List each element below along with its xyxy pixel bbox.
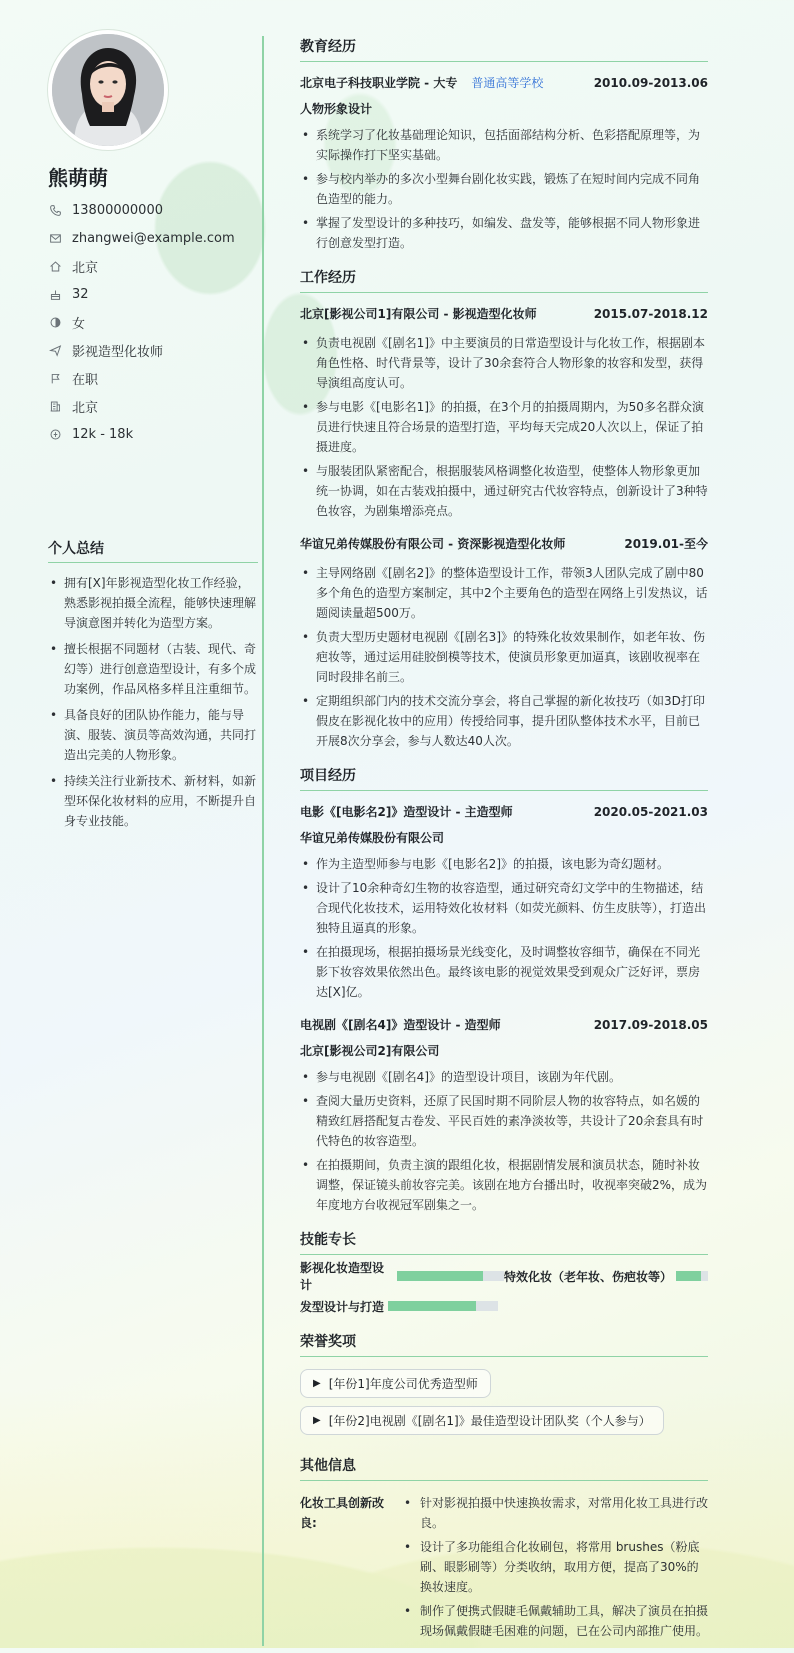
summary-item: • 持续关注行业新技术、新材料，如新型环保化妆材料的应用，不断提升自身专业技能。	[48, 771, 258, 831]
work-title: 工作经历	[300, 267, 708, 293]
work-section	[300, 267, 708, 751]
skill-item	[504, 1267, 708, 1285]
flag-icon	[48, 371, 62, 385]
work-date: 2019.01-至今	[624, 537, 708, 551]
school-tag: 普通高等学校	[471, 76, 544, 90]
project-item: • 查阅大量历史资料，还原了民国时期不同阶层人物的妆容特点，如名媛的精致红唇搭配复古卷发、平民百姓的素净淡妆等，共设计了20余套具有时代特色的妆容造型。	[300, 1091, 708, 1151]
salary-text: 12k - 18k	[72, 426, 134, 442]
work-company: 华谊兄弟传媒股份有限公司 - 资深影视造型化妆师	[300, 537, 566, 551]
other-label: 化妆工具创新改良:	[300, 1496, 385, 1530]
coin-icon	[48, 427, 62, 441]
other-item: • 针对影视拍摄中快速换妆需求，对常用化妆工具进行改良。	[400, 1493, 708, 1533]
other-section	[300, 1455, 708, 1645]
skill-bar	[397, 1271, 504, 1281]
candidate-name: 熊萌萌	[48, 166, 108, 190]
contact-info	[48, 196, 258, 448]
award-label: [年份2]电视剧《[剧名1]》最佳造型设计团队奖（个人参与）	[328, 1414, 651, 1428]
skills-title: 技能专长	[300, 1229, 708, 1255]
work-entry	[300, 305, 708, 521]
project-item: • 在拍摄现场，根据拍摄场景光线变化，及时调整妆容细节，确保在不同光影下妆容效果依然出色。最终该电影的视觉效果受到观众广泛好评，票房达[X]亿。	[300, 942, 708, 1002]
phone-number: 13800000000	[72, 202, 163, 218]
other-title: 其他信息	[300, 1455, 708, 1481]
work-entry	[300, 535, 708, 751]
project-name: 电影《[电影名2]》造型设计 - 主造型师	[300, 805, 513, 819]
skill-name: 影视化妆造型设计	[300, 1261, 385, 1292]
education-entry	[300, 74, 708, 253]
summary-title: 个人总结	[48, 538, 258, 563]
work-item: • 参与电影《[电影名1]》的拍摄，在3个月的拍摄周期内，为50多名群众演员进行快速且符合场景的造型打造，平均每天完成20人次以上，保证了拍摄进度。	[300, 397, 708, 457]
project-org: 北京[影视公司2]有限公司	[300, 1044, 440, 1058]
award-item[interactable]	[300, 1369, 491, 1398]
gender-text: 女	[72, 316, 86, 332]
projects-title: 项目经历	[300, 765, 708, 791]
project-date: 2020.05-2021.03	[593, 805, 708, 819]
work-item: • 负责大型历史题材电视剧《[剧名3]》的特殊化妆效果制作，如老年妆、伤疤妆等，通过运用硅胶倒模等技术，使演员形象更加逼真，该剧收视率在同时段排名前三。	[300, 627, 708, 687]
gender-row	[48, 308, 258, 336]
school-name: 北京电子科技职业学院 - 大专	[300, 76, 458, 90]
work-item: • 定期组织部门内的技术交流分享会，将自己掌握的新化妆技巧（如3D打印假皮在影视化妆中的应用）传授给同事，提升团队整体技术水平，目前已开展8次分享会，参与人数达40人次。	[300, 691, 708, 751]
project-entry	[300, 803, 708, 1002]
email-address: zhangwei@example.com	[72, 230, 235, 246]
project-item: • 作为主造型师参与电影《[电影名2]》的拍摄，该电影为奇幻题材。	[300, 854, 708, 874]
other-item: • 设计了多功能组合化妆刷包，将常用 brushes（粉底刷、眼影刷等）分类收纳，取用方便，提高了30%的换妆速度。	[400, 1537, 708, 1597]
award-label: [年份1]年度公司优秀造型师	[328, 1377, 478, 1391]
skill-name: 特效化妆（老年妆、伤疤妆等）	[504, 1269, 673, 1284]
email-row	[48, 224, 258, 252]
building-icon	[48, 399, 62, 413]
work-company: 北京[影视公司1]有限公司 - 影视造型化妆师	[300, 307, 537, 321]
education-date: 2010.09-2013.06	[593, 76, 708, 90]
projects-section	[300, 765, 708, 1215]
summary-item: • 擅长根据不同题材（古装、现代、奇幻等）进行创意造型设计，有多个成功案例，作品风格多样且注重细节。	[48, 639, 258, 699]
age-row	[48, 280, 258, 308]
play-icon: ▶	[313, 1415, 321, 1426]
education-item: • 掌握了发型设计的多种技巧，如编发、盘发等，能够根据不同人物形象进行创意发型打造。	[300, 213, 708, 253]
awards-title: 荣誉奖项	[300, 1331, 708, 1357]
education-title: 教育经历	[300, 36, 708, 62]
summary-item: • 拥有[X]年影视造型化妆工作经验，熟悉影视拍摄全流程，能够快速理解导演意图并转化为造型方案。	[48, 573, 258, 633]
project-date: 2017.09-2018.05	[593, 1018, 708, 1032]
skill-bar-fill	[388, 1301, 476, 1311]
other-item: • 制作了便携式假睫毛佩戴辅助工具，解决了演员在拍摄现场佩戴假睫毛困难的问题，已在公司内部推广使用。	[400, 1601, 708, 1641]
home-icon	[48, 259, 62, 273]
phone-icon	[48, 203, 62, 217]
position-row	[48, 336, 258, 364]
skill-name: 发型设计与打造	[300, 1299, 385, 1314]
skill-item	[300, 1261, 504, 1292]
skill-item	[300, 1297, 504, 1315]
project-item: • 在拍摄期间，负责主演的跟组化妆，根据剧情发展和演员状态，随时补妆调整，保证镜头前妆容完美。该剧在地方台播出时，收视率突破2%，成为年度地方台收视冠军剧集之一。	[300, 1155, 708, 1215]
location-text: 北京	[72, 260, 99, 276]
city-row	[48, 392, 258, 420]
skills-section	[300, 1229, 708, 1315]
skill-bar-fill	[676, 1271, 701, 1281]
work-item: • 主导网络剧《[剧名2]》的整体造型设计工作，带领3人团队完成了剧中80多个角色的造型方案制定，其中2个主要角色的造型在网络上引发热议，话题阅读量超500万。	[300, 563, 708, 623]
cake-icon	[48, 287, 62, 301]
send-icon	[48, 343, 62, 357]
skill-bar	[388, 1301, 498, 1311]
work-date: 2015.07-2018.12	[593, 307, 708, 321]
summary-section	[48, 538, 258, 837]
education-section	[300, 36, 708, 253]
phone-row	[48, 196, 258, 224]
project-item: • 设计了10余种奇幻生物的妆容造型，通过研究奇幻文学中的生物描述，结合现代化妆技术，运用特效化妆材料（如荧光颜料、仿生皮肤等），打造出独特且逼真的形象。	[300, 878, 708, 938]
status-row	[48, 364, 258, 392]
mail-icon	[48, 231, 62, 245]
work-item: • 与服装团队紧密配合，根据服装风格调整化妆造型，使整体人物形象更加统一协调，如在古装戏拍摄中，通过研究古代妆容特点，创新设计了3种特色妆容，为剧集增添亮点。	[300, 461, 708, 521]
column-divider	[262, 36, 264, 1646]
education-item: • 系统学习了化妆基础理论知识，包括面部结构分析、色彩搭配原理等，为实际操作打下坚实基础。	[300, 125, 708, 165]
education-item: • 参与校内举办的多次小型舞台剧化妆实践，锻炼了在短时间内完成不同角色造型的能力。	[300, 169, 708, 209]
location-row	[48, 252, 258, 280]
major-name: 人物形象设计	[300, 102, 373, 116]
age-text: 32	[72, 286, 89, 302]
project-name: 电视剧《[剧名4]》造型设计 - 造型师	[300, 1018, 501, 1032]
summary-item: • 具备良好的团队协作能力，能与导演、服装、演员等高效沟通，共同打造出完美的人物形象。	[48, 705, 258, 765]
project-entry	[300, 1016, 708, 1215]
skill-bar	[676, 1271, 708, 1281]
awards-section	[300, 1331, 708, 1443]
project-item: • 参与电视剧《[剧名4]》的造型设计项目，该剧为年代剧。	[300, 1067, 708, 1087]
play-icon: ▶	[313, 1378, 321, 1389]
main-content	[300, 36, 708, 1653]
position-text: 影视造型化妆师	[72, 344, 164, 360]
project-org: 华谊兄弟传媒股份有限公司	[300, 831, 445, 845]
award-item[interactable]	[300, 1406, 664, 1435]
status-text: 在职	[72, 372, 99, 388]
salary-row	[48, 420, 258, 448]
work-item: • 负责电视剧《[剧名1]》中主要演员的日常造型设计与化妆工作，根据剧本角色性格、时代背景等，设计了30余套符合人物形象的妆容和发型，获得导演组高度认可。	[300, 333, 708, 393]
avatar	[48, 30, 168, 150]
gender-icon	[48, 315, 62, 329]
city-text: 北京	[72, 400, 99, 416]
skill-bar-fill	[397, 1271, 482, 1281]
